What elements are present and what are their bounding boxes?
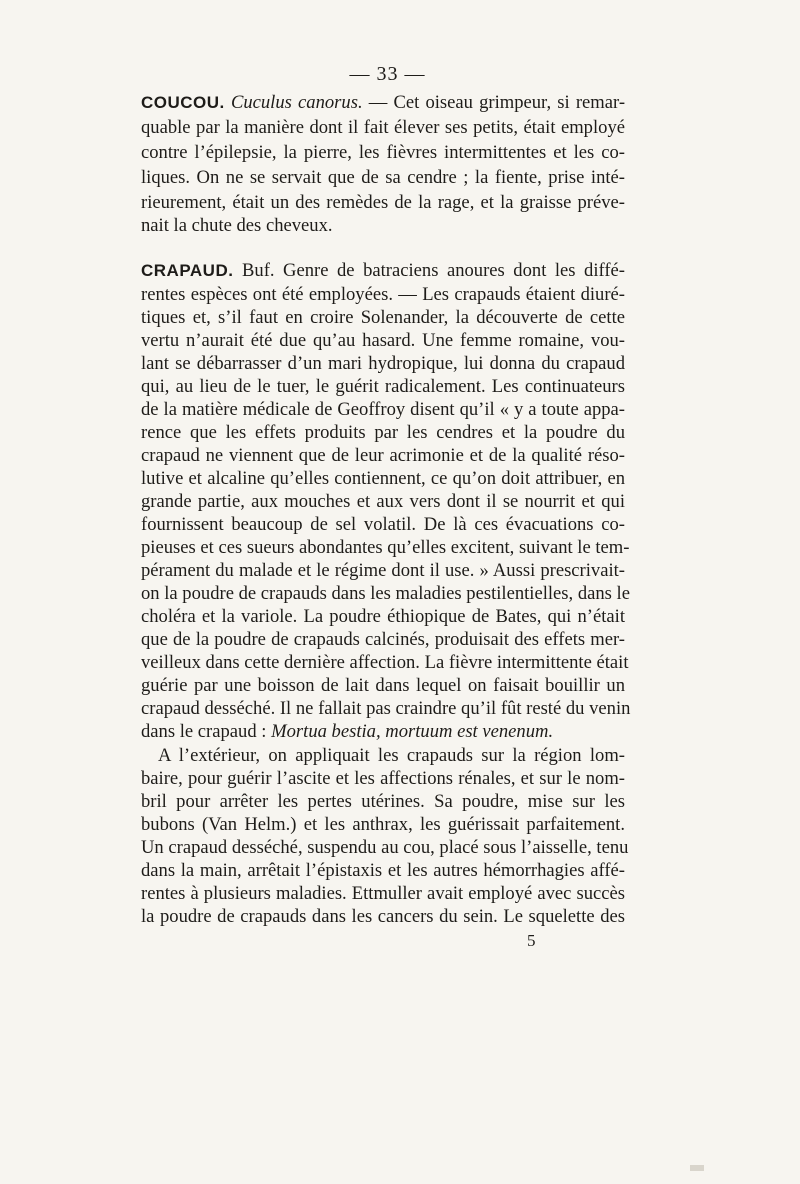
- text-line-last: [141, 720, 625, 744]
- text-line: crapaud desséché. Il ne fallait pas craindre qu’il fût resté du venin: [141, 698, 631, 719]
- scan-speck: [690, 1165, 704, 1171]
- entry-heading-coucou: COUCOU.: [141, 93, 225, 112]
- text-line: pérament du malade et le régime dont il use. » Aussi prescrivait-: [141, 560, 625, 581]
- text-line: nait la chute des cheveux.: [141, 215, 333, 236]
- text-line: contre l’épilepsie, la pierre, les fièvres intermittentes et les co-: [141, 142, 625, 163]
- text-line: Buf. Genre de batraciens anoures dont les diffé-: [242, 260, 626, 281]
- text-line: qui, au lieu de le tuer, le guérit radicalement. Les continuateurs: [141, 376, 625, 397]
- text-line: lant se débarrasser d’un mari hydropique, lui donna du crapaud: [141, 353, 625, 374]
- text-line: que de la poudre de crapauds calcinés, produisait des effets mer-: [141, 629, 625, 650]
- text-line: rentes à plusieurs maladies. Ettmuller avait employé avec succès: [141, 883, 625, 904]
- text-span: dans le crapaud :: [141, 721, 267, 742]
- text-line: Un crapaud desséché, suspendu au cou, placé sous l’aisselle, tenu: [141, 837, 629, 858]
- latin-quote: Mortua bestia, mortuum est venenum.: [271, 721, 554, 742]
- text-line: on la poudre de crapauds dans les maladies pestilentielles, dans le: [141, 583, 630, 604]
- text-line: bril pour arrêter les pertes utérines. Sa poudre, mise sur les: [141, 791, 625, 812]
- signature-mark: 5: [527, 931, 536, 950]
- text-line: grande partie, aux mouches et aux vers dont il se nourrit et qui: [141, 491, 625, 512]
- latin-name-coucou: Cuculus canorus.: [230, 92, 363, 113]
- text-line: dans la main, arrêtait l’épistaxis et les autres hémorrhagies affé-: [141, 860, 625, 881]
- text-line: baire, pour guérir l’ascite et les affections rénales, et sur le nom-: [141, 768, 625, 789]
- text-line: lutive et alcaline qu’elles contiennent, ce qu’on doit attribuer, en: [141, 468, 625, 489]
- text-line: veilleux dans cette dernière affection. La fièvre intermittente était: [141, 652, 629, 673]
- text-line: tiques et, s’il faut en croire Solenander, la découverte de cette: [141, 307, 625, 328]
- text-line: crapaud ne viennent que de leur acrimonie et de la qualité réso-: [141, 445, 625, 466]
- text-line: quable par la manière dont il fait élever ses petits, était employé: [141, 117, 625, 138]
- text-line: bubons (Van Helm.) et les anthrax, les guérissait parfaitement.: [141, 814, 625, 835]
- text-line: la poudre de crapauds dans les cancers du sein. Le squelette des: [141, 906, 625, 927]
- paragraph-start-line: A l’extérieur, on appliquait les crapauds sur la région lom-: [158, 745, 625, 766]
- text-line: vertu n’aurait été due qu’au hasard. Une femme romaine, vou-: [141, 330, 625, 351]
- text-line: — Cet oiseau grimpeur, si remar-: [368, 92, 626, 113]
- page-number: — 33 —: [349, 63, 426, 85]
- text-line: liques. On ne se servait que de sa cendre ; la fiente, prise inté-: [141, 167, 625, 188]
- text-line: rence que les effets produits par les cendres et la poudre du: [141, 422, 625, 443]
- entry-heading-crapaud: CRAPAUD.: [141, 261, 234, 280]
- text-line: rieurement, était un des remèdes de la rage, et la graisse préve-: [141, 192, 625, 213]
- text-line: choléra et la variole. La poudre éthiopique de Bates, qui n’était: [141, 606, 625, 627]
- text-line: de la matière médicale de Geoffroy disent qu’il « y a toute appa-: [141, 399, 625, 420]
- entry-crapaud-line: [141, 259, 625, 283]
- entry-coucou-line: [141, 91, 625, 115]
- text-line: guérie par une boisson de lait dans lequel on faisait bouillir un: [141, 675, 625, 696]
- text-line: fournissent beaucoup de sel volatil. De là ces évacuations co-: [141, 514, 625, 535]
- text-line: rentes espèces ont été employées. — Les crapauds étaient diuré-: [141, 284, 625, 305]
- text-line: pieuses et ces sueurs abondantes qu’elles excitent, suivant le tem-: [141, 537, 630, 558]
